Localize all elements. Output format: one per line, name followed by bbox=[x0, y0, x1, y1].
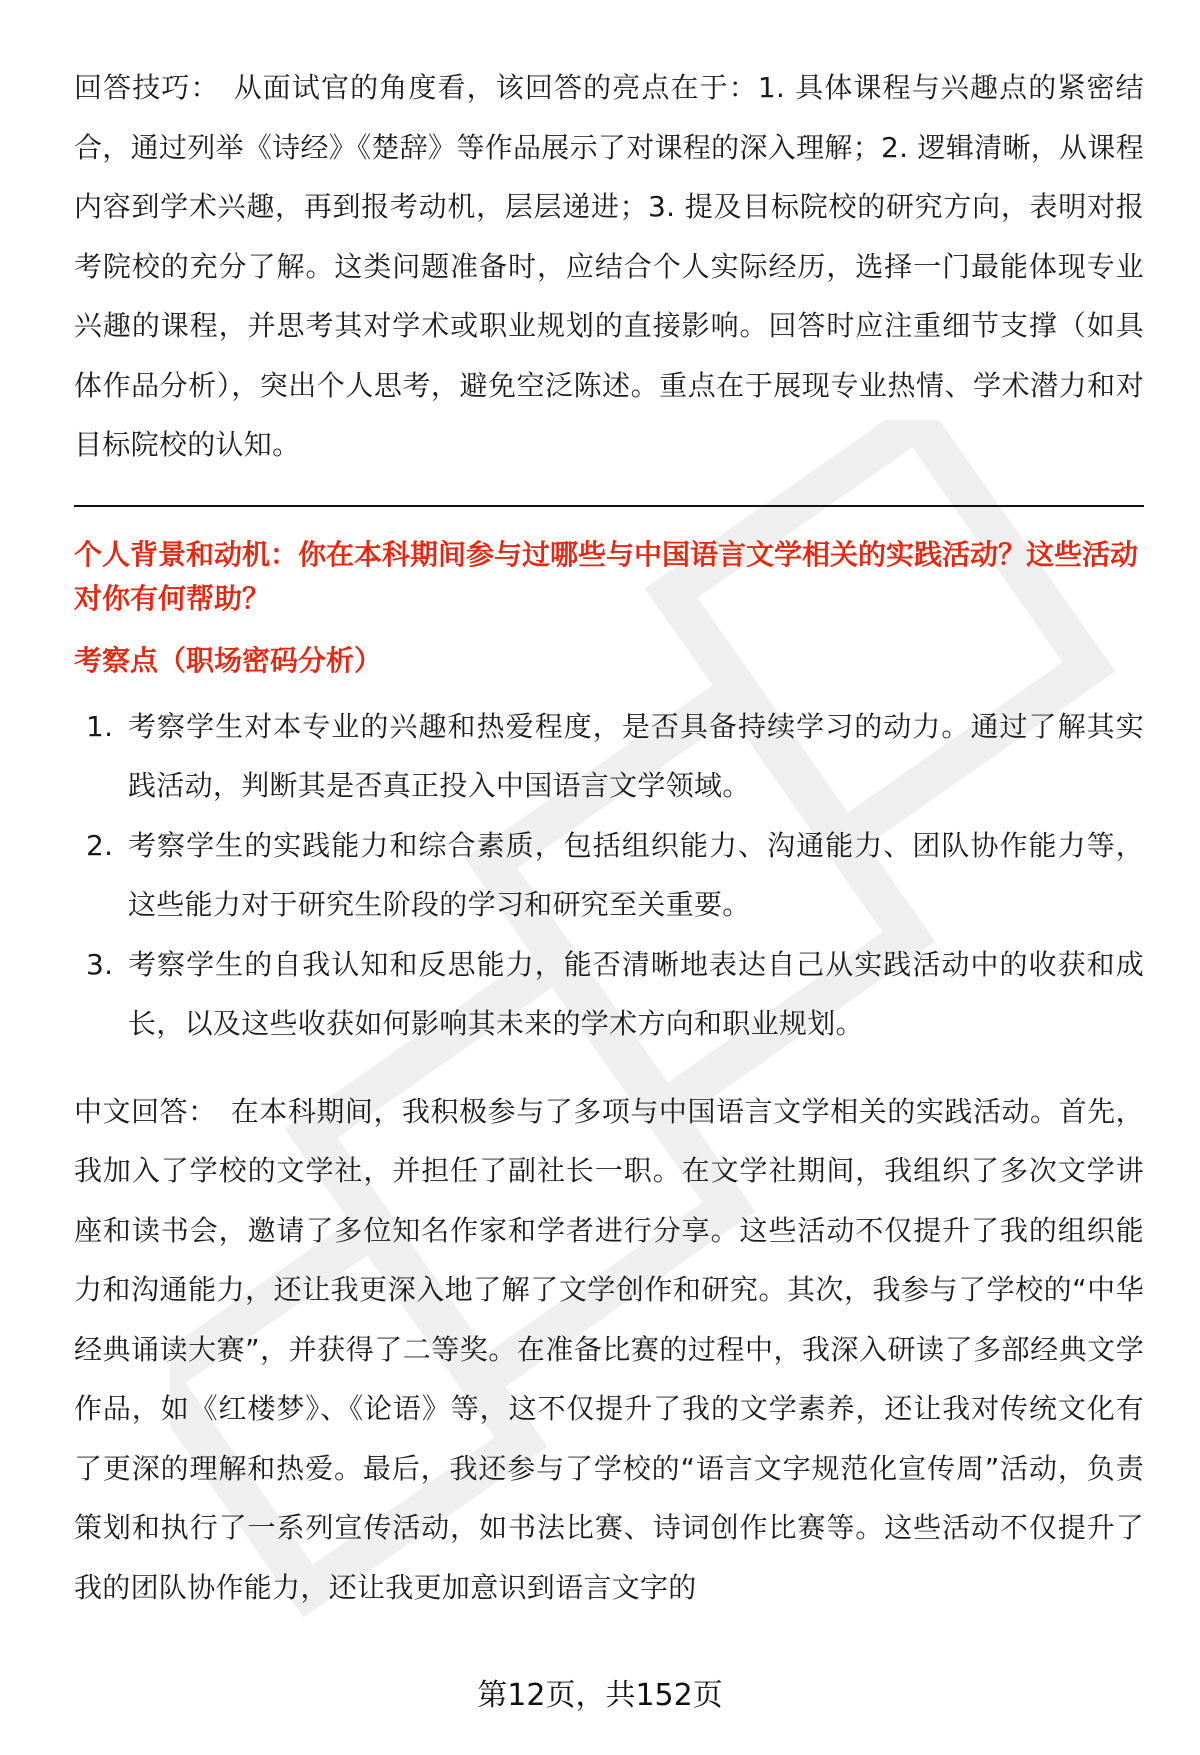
assessment-points-list bbox=[74, 697, 1144, 1054]
page-number-footer: 第12页，共152页 bbox=[477, 1678, 723, 1713]
question-heading: 个人背景和动机：你在本科期间参与过哪些与中国语言文学相关的实践活动？这些活动对你有何帮助？ bbox=[74, 537, 1139, 615]
list-item-text: 考察学生的自我认知和反思能力，能否清晰地表达自己从实践活动中的收获和成长，以及这些收获如何影响其未来的学术方向和职业规划。 bbox=[128, 947, 1144, 1040]
list-item-number: 1. bbox=[86, 709, 114, 743]
chinese-answer-paragraph bbox=[74, 1082, 1144, 1618]
answer-tips-paragraph bbox=[74, 58, 1144, 475]
assessment-points-title: 考察点（职场密码分析） bbox=[74, 643, 383, 677]
list-item bbox=[74, 697, 1144, 816]
list-item-text: 考察学生对本专业的兴趣和热爱程度，是否具备持续学习的动力。通过了解其实践活动，判断其是否真正投入中国语言文学领域。 bbox=[128, 709, 1144, 802]
list-item bbox=[74, 935, 1144, 1054]
chinese-answer-text: 在本科期间，我积极参与了多项与中国语言文学相关的实践活动。首先，我加入了学校的文学社，并担任了副社长一职。在文学社期间，我组织了多次文学讲座和读书会，邀请了多位知名作家和学者进行分享。这些活动不仅提升了我的组织能力和沟通能力，还让我更深入地了解了文学创作和研究。其次，我参与了学校的“中华经典诵读大赛”，并获得了二等奖。在准备比赛的过程中，我深入研读了多部经典文学作品，如《红楼梦》、《论语》等，这不仅提升了我的文学素养，还让我对传统文化有了更深的理解和热爱。最后，我还参与了学校的“语言文字规范化宣传周”活动，负责策划和执行了一系列宣传活动，如书法比赛、诗词创作比赛等。这些活动不仅提升了我的团队协作能力，还让我更加意识到语言文字的 bbox=[74, 1094, 1144, 1604]
chinese-answer-label: 中文回答： bbox=[74, 1094, 217, 1128]
document-page bbox=[74, 58, 1144, 1617]
list-item-number: 3. bbox=[86, 947, 114, 981]
section-divider bbox=[74, 505, 1144, 507]
list-item-text: 考察学生的实践能力和综合素质，包括组织能力、沟通能力、团队协作能力等，这些能力对于研究生阶段的学习和研究至关重要。 bbox=[128, 828, 1144, 921]
answer-tips-text: 从面试官的角度看，该回答的亮点在于：1. 具体课程与兴趣点的紧密结合，通过列举《诗经》《楚辞》等作品展示了对课程的深入理解；2. 逻辑清晰，从课程内容到学术兴趣，再到报考动机，层层递进；3. 提及目标院校的研究方向，表明对报考院校的充分了解。这类问题准备时，应结合个人实际经历，选择一门最能体现专业兴趣的课程，并思考其对学术或职业规划的直接影响。回答时应注重细节支撑（如具体作品分析），突出个人思考，避免空泛陈述。重点在于展现专业热情、学术潜力和对目标院校的认知。 bbox=[74, 71, 1144, 461]
answer-tips-label: 回答技巧： bbox=[74, 71, 220, 104]
list-item-number: 2. bbox=[86, 828, 114, 862]
list-item bbox=[74, 816, 1144, 935]
